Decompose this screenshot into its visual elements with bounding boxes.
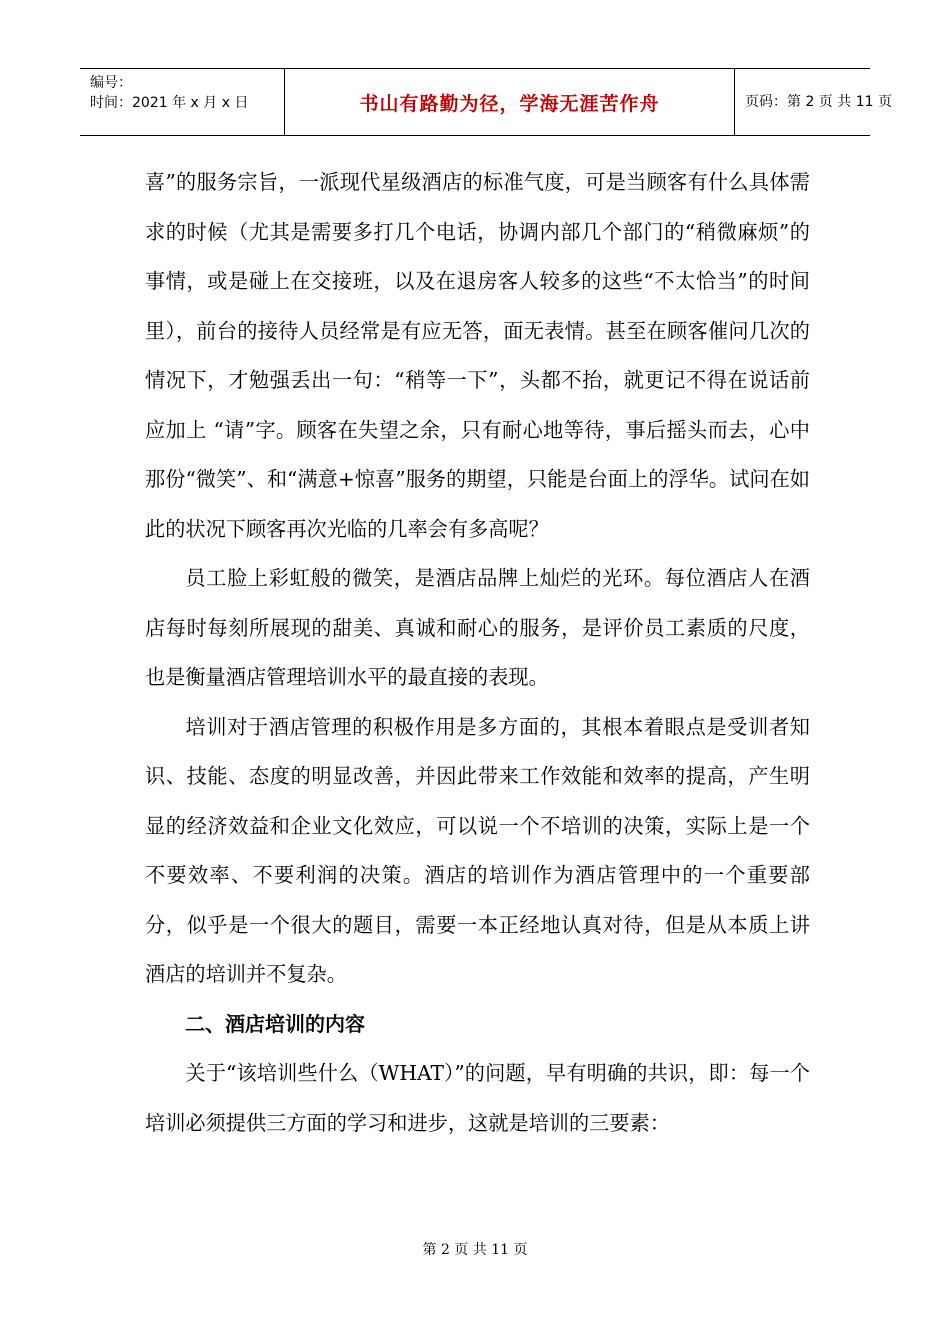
- header-page-info: 页码：第 2 页 共 11 页: [745, 94, 892, 110]
- paragraph-training-role: 培训对于酒店管理的积极作用是多方面的，其根本着眼点是受训者知识、技能、态度的明显改善，并因此带来工作效能和效率的提高，产生明显的经济效益和企业文化效应，可以说一个不培训的决策，实际上是一个不要效率、不要利润的决策。酒店的培训作为酒店管理中的一个重要部分，似乎是一个很大的题目，需要一本正经地认真对待，但是从本质上讲酒店的培训并不复杂。: [145, 714, 810, 986]
- header-motto: 书山有路勤为径，学海无涯苦作舟: [359, 92, 660, 115]
- paragraph-training-content: 关于“该培训些什么（WHAT）”的问题，早有明确的共识，即：每一个培训必须提供三方面的学习和进步，这就是培训的三要素：: [145, 1061, 810, 1135]
- header-page-cell: [735, 69, 892, 135]
- page-header: [80, 68, 892, 136]
- page-footer: 第 2 页 共 11 页: [422, 1242, 528, 1258]
- section-heading: 二、酒店培训的内容: [185, 1011, 365, 1036]
- document-date-label: 时间：2021 年 x 月 x 日: [90, 95, 249, 111]
- header-motto-cell: [285, 69, 735, 135]
- header-meta-cell: [80, 69, 285, 135]
- paragraph-continuation: 喜”的服务宗旨，一派现代星级酒店的标准气度，可是当顾客有什么具体需求的时候（尤其是需要多打几个电话，协调内部几个部门的“稍微麻烦”的事情，或是碰上在交接班，以及在退房客人较多的这些“不太恰当”的时间里），前台的接待人员经常是有应无答，面无表情。甚至在顾客催问几次的情况下，才勉强丢出一句：“稍等一下”，头都不抬，就更记不得在说话前应加上 “请”字。顾客在失望之余，只有耐心地等待，事后摇头而去，心中那份“微笑”、和“满意+惊喜”服务的期望，只能是台面上的浮华。试问在如此的状况下顾客再次光临的几率会有多高呢？: [145, 170, 810, 541]
- paragraph-smile: 员工脸上彩虹般的微笑，是酒店品牌上灿烂的光环。每位酒店人在酒店每时每刻所展现的甜美、真诚和耐心的服务，是评价员工素质的尺度，也是衡量酒店管理培训水平的最直接的表现。: [145, 566, 810, 689]
- document-body: [145, 158, 810, 1148]
- document-number-label: 编号：: [90, 75, 132, 91]
